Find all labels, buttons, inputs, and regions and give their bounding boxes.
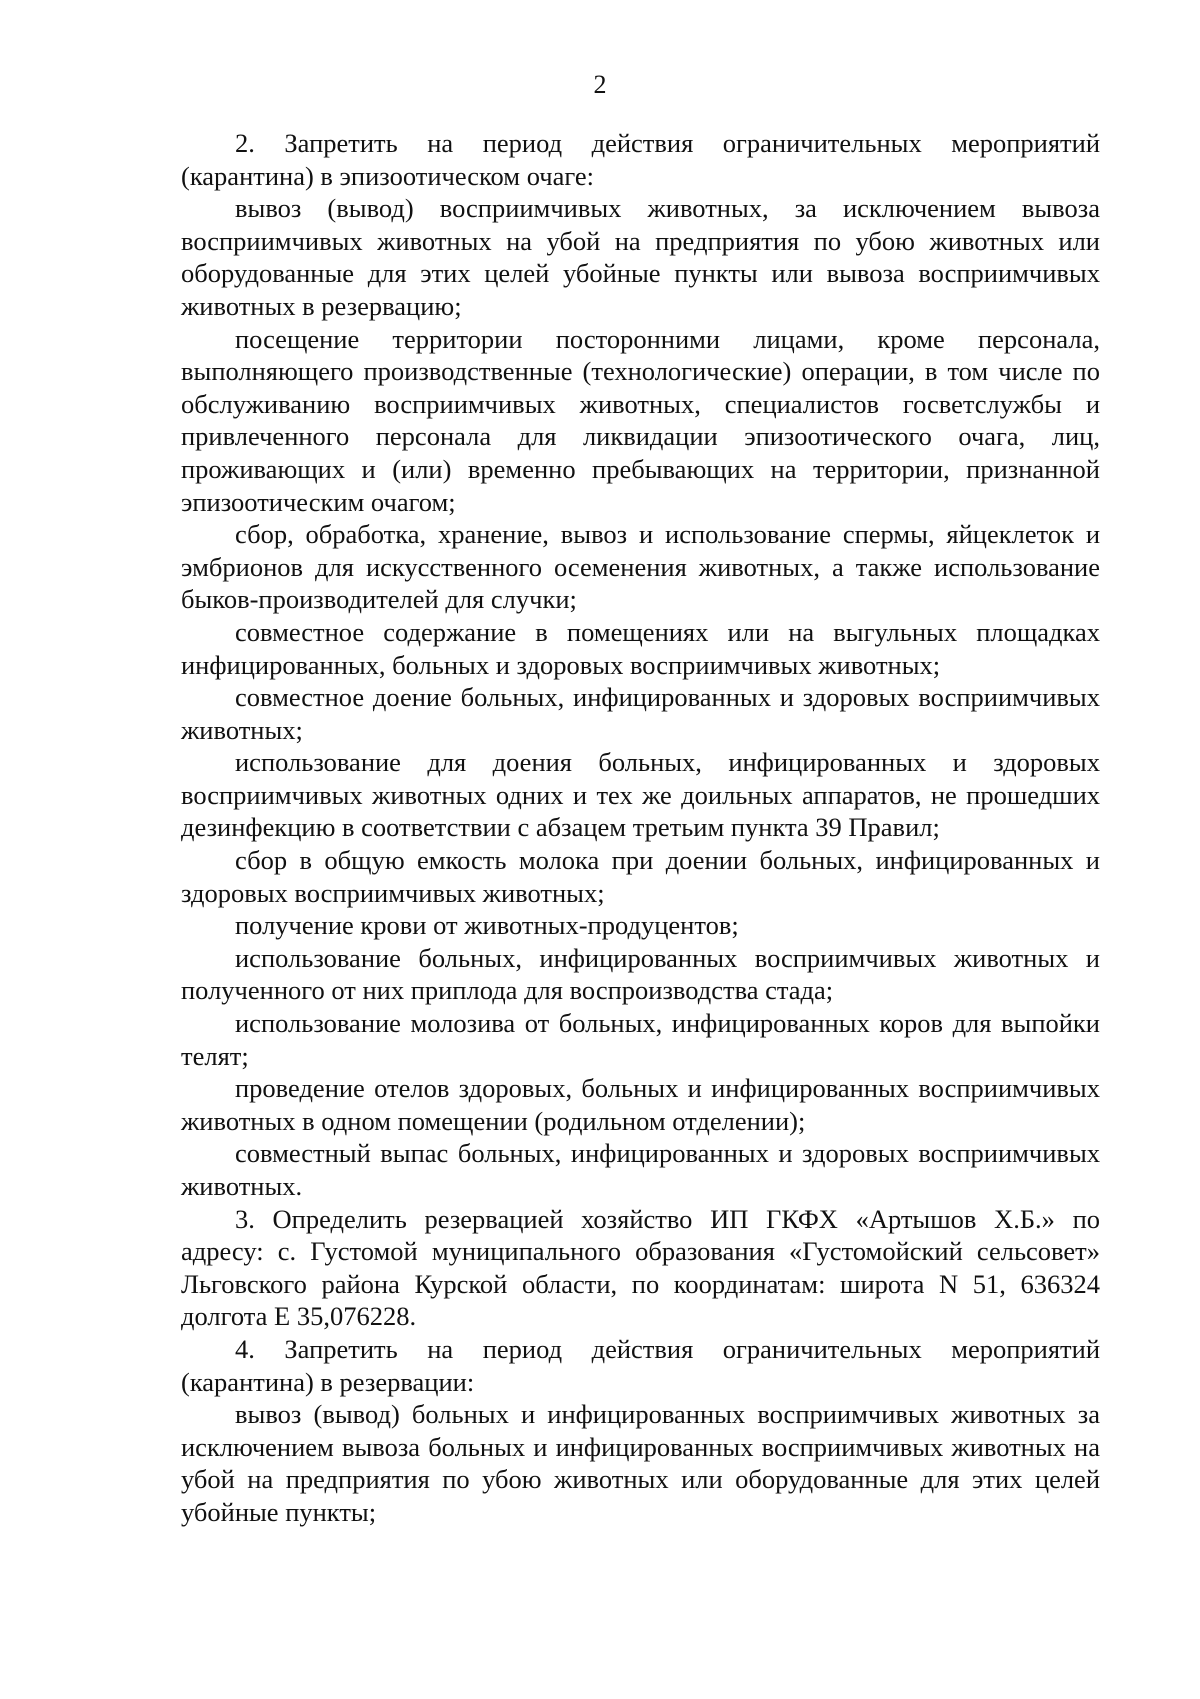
paragraph-joint-milking: совместное доение больных, инфицированных и здоровых восприимчивых животных; — [181, 682, 1100, 745]
paragraph-item-2: 2. Запретить на период действия ограничительных мероприятий (карантина) в эпизоотическом очаге: — [181, 128, 1100, 191]
paragraph-visit-ban: посещение территории посторонними лицами, кроме персонала, выполняющего производственные (технологические) операции, в том числе по обслуживанию восприимчивых животных, специалистов госветслужбы и привлеченного персонала для ликвидации эпизоотического очага, лиц, проживающих и (или) временно пребывающих на территории, признанной эпизоотическим очагом; — [181, 323, 1100, 517]
paragraph-reproduction-use: использование больных, инфицированных восприимчивых животных и полученного от них приплода для воспроизводства стада; — [181, 942, 1100, 1006]
paragraph-item-4: 4. Запретить на период действия ограничительных мероприятий (карантина) в резервации: — [181, 1333, 1100, 1397]
paragraph-milking-equipment: использование для доения больных, инфицированных и здоровых восприимчивых животных одних и тех же доильных аппаратов, не прошедших дезинфекцию в соответствии с абзацем третьим пункта 39 Правил; — [181, 747, 1100, 843]
paragraph-milk-collection: сбор в общую емкость молока при доении больных, инфицированных и здоровых восприимчивых животных; — [181, 845, 1100, 908]
page-number: 2 — [593, 70, 607, 99]
paragraph-reservation-export-ban: вывоз (вывод) больных и инфицированных восприимчивых животных за исключением вывоза больных и инфицированных восприимчивых животных на убой на предприятия по убою животных или оборудованные для этих целей убойные пункты; — [181, 1399, 1100, 1527]
paragraph-semen-collection: сбор, обработка, хранение, вывоз и использование спермы, яйцеклеток и эмбрионов для искусственного осеменения животных, а также использование быков-производителей для случки; — [181, 519, 1100, 615]
paragraph-calving: проведение отелов здоровых, больных и инфицированных восприимчивых животных в одном помещении (родильном отделении); — [181, 1073, 1100, 1136]
paragraph-colostrum-use: использование молозива от больных, инфицированных коров для выпойки телят; — [181, 1008, 1100, 1071]
document-body — [181, 127, 1100, 1529]
paragraph-blood-collection: получение крови от животных-продуцентов; — [235, 910, 739, 941]
paragraph-export-ban: вывоз (вывод) восприимчивых животных, за исключением вывоза восприимчивых животных на убой на предприятия по убою животных или оборудованные для этих целей убойные пункты или вывоза восприимчивых животных в резервацию; — [181, 193, 1100, 321]
paragraph-joint-grazing: совместный выпас больных, инфицированных и здоровых восприимчивых животных. — [181, 1138, 1100, 1201]
paragraph-item-3-reservation: 3. Определить резервацией хозяйство ИП ГКФХ «Артышов Х.Б.» по адресу: с. Густомой муниципального образования «Густомойский сельсовет» Льговского района Курской области, по координатам: широта N 51, 636324 долгота Е 35,076228. — [181, 1203, 1100, 1332]
paragraph-joint-housing: совместное содержание в помещениях или на выгульных площадках инфицированных, больных и здоровых восприимчивых животных; — [181, 616, 1100, 680]
